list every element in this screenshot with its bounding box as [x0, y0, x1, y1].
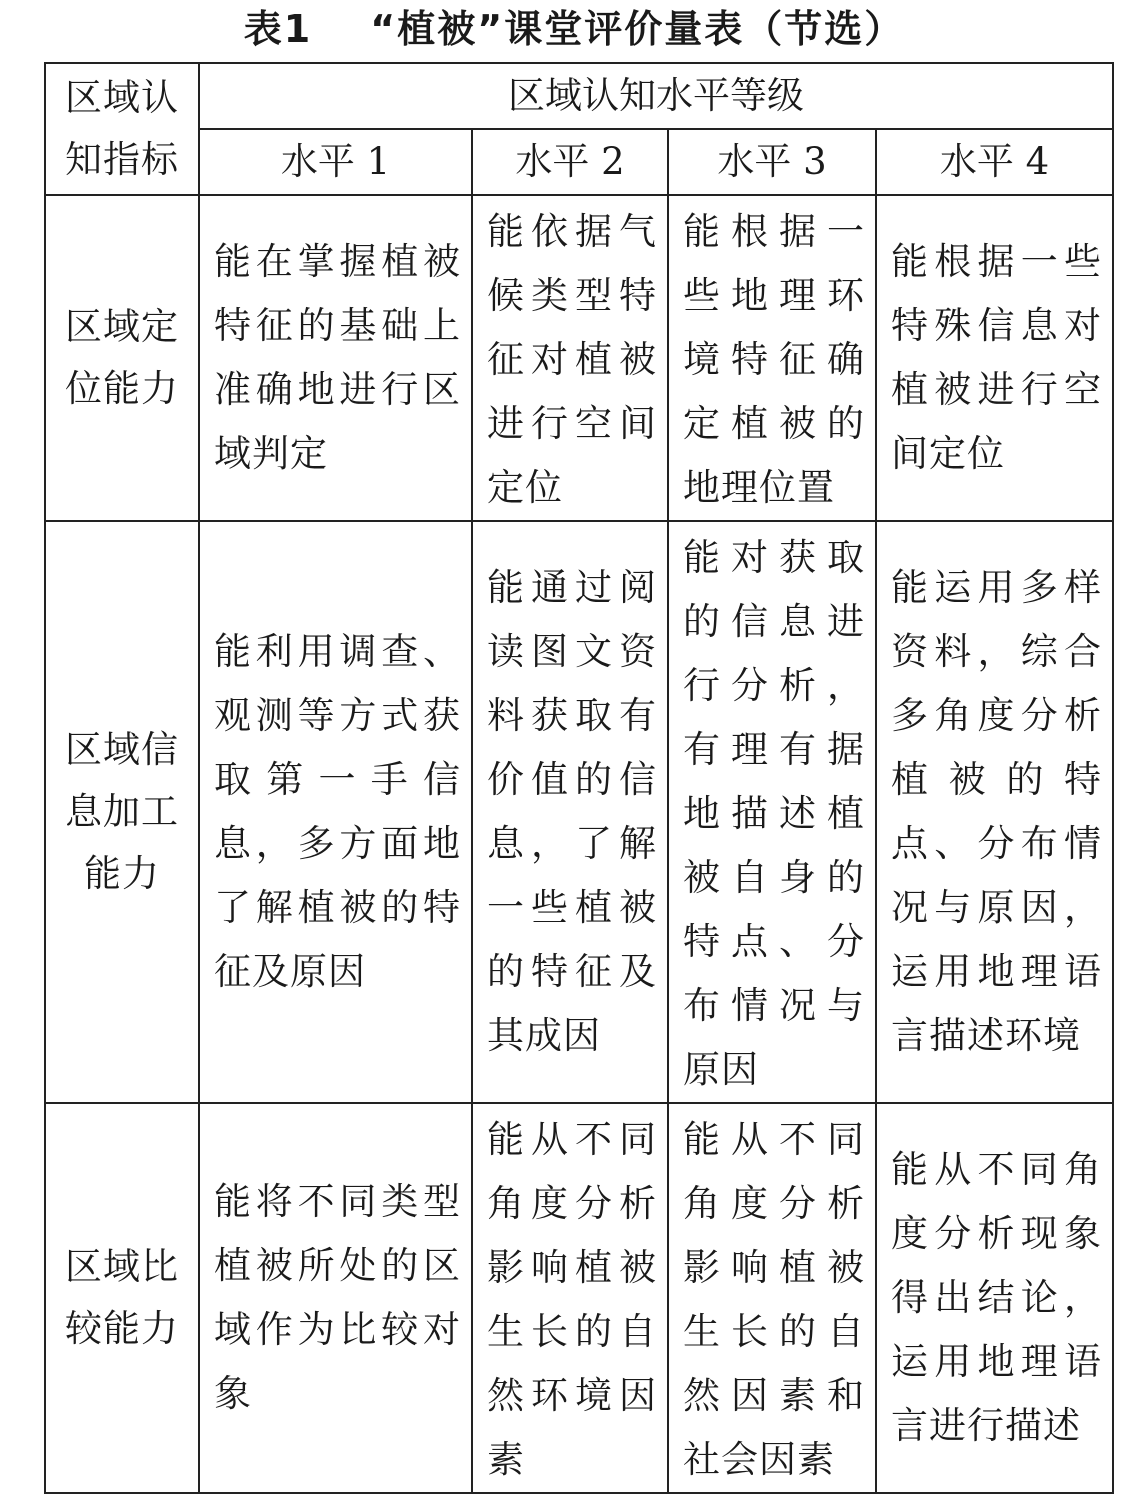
table-cell: 能将不同类型植被所处的区域作为比较对象 [199, 1103, 472, 1493]
table-cell: 能从不同角度分析现象得出结论，运用地理语言进行描述 [876, 1103, 1113, 1493]
table-number: 表1 [243, 7, 313, 51]
table-cell: 能对获取的信息进行分析，有理有据地描述植被自身的特点、分布情况与原因 [668, 521, 876, 1103]
table-title: “植被”课堂评价量表（节选） [370, 7, 905, 51]
table-cell: 能根据一些地理环境特征确定植被的地理位置 [668, 195, 876, 521]
table-cell: 能从不同角度分析影响植被生长的自然因素和社会因素 [668, 1103, 876, 1493]
table-cell: 能在掌握植被特征的基础上准确地进行区域判定 [199, 195, 472, 521]
group-header: 区域认知水平等级 [199, 63, 1113, 129]
level-header-3: 水平 3 [668, 129, 876, 195]
table-row [45, 1103, 1113, 1493]
level-header-2: 水平 2 [472, 129, 668, 195]
level-header-4: 水平 4 [876, 129, 1113, 195]
table-cell: 能从不同角度分析影响植被生长的自然环境因素 [472, 1103, 668, 1493]
table-cell: 能利用调查、观测等方式获取第一手信息，多方面地了解植被的特征及原因 [199, 521, 472, 1103]
table-caption [0, 6, 1148, 52]
indicator-cell: 区域信息加工能力 [45, 521, 199, 1103]
indicator-cell: 区域定位能力 [45, 195, 199, 521]
evaluation-table [44, 62, 1114, 1494]
table-row [45, 521, 1113, 1103]
table-cell: 能通过阅读图文资料获取有价值的信息，了解一些植被的特征及其成因 [472, 521, 668, 1103]
level-header-1: 水平 1 [199, 129, 472, 195]
table-row [45, 195, 1113, 521]
corner-header: 区域认知指标 [45, 63, 199, 195]
table-cell: 能根据一些特殊信息对植被进行空间定位 [876, 195, 1113, 521]
table-cell: 能依据气候类型特征对植被进行空间定位 [472, 195, 668, 521]
table-cell: 能运用多样资料，综合多角度分析植被的特点、分布情况与原因，运用地理语言描述环境 [876, 521, 1113, 1103]
indicator-cell: 区域比较能力 [45, 1103, 199, 1493]
